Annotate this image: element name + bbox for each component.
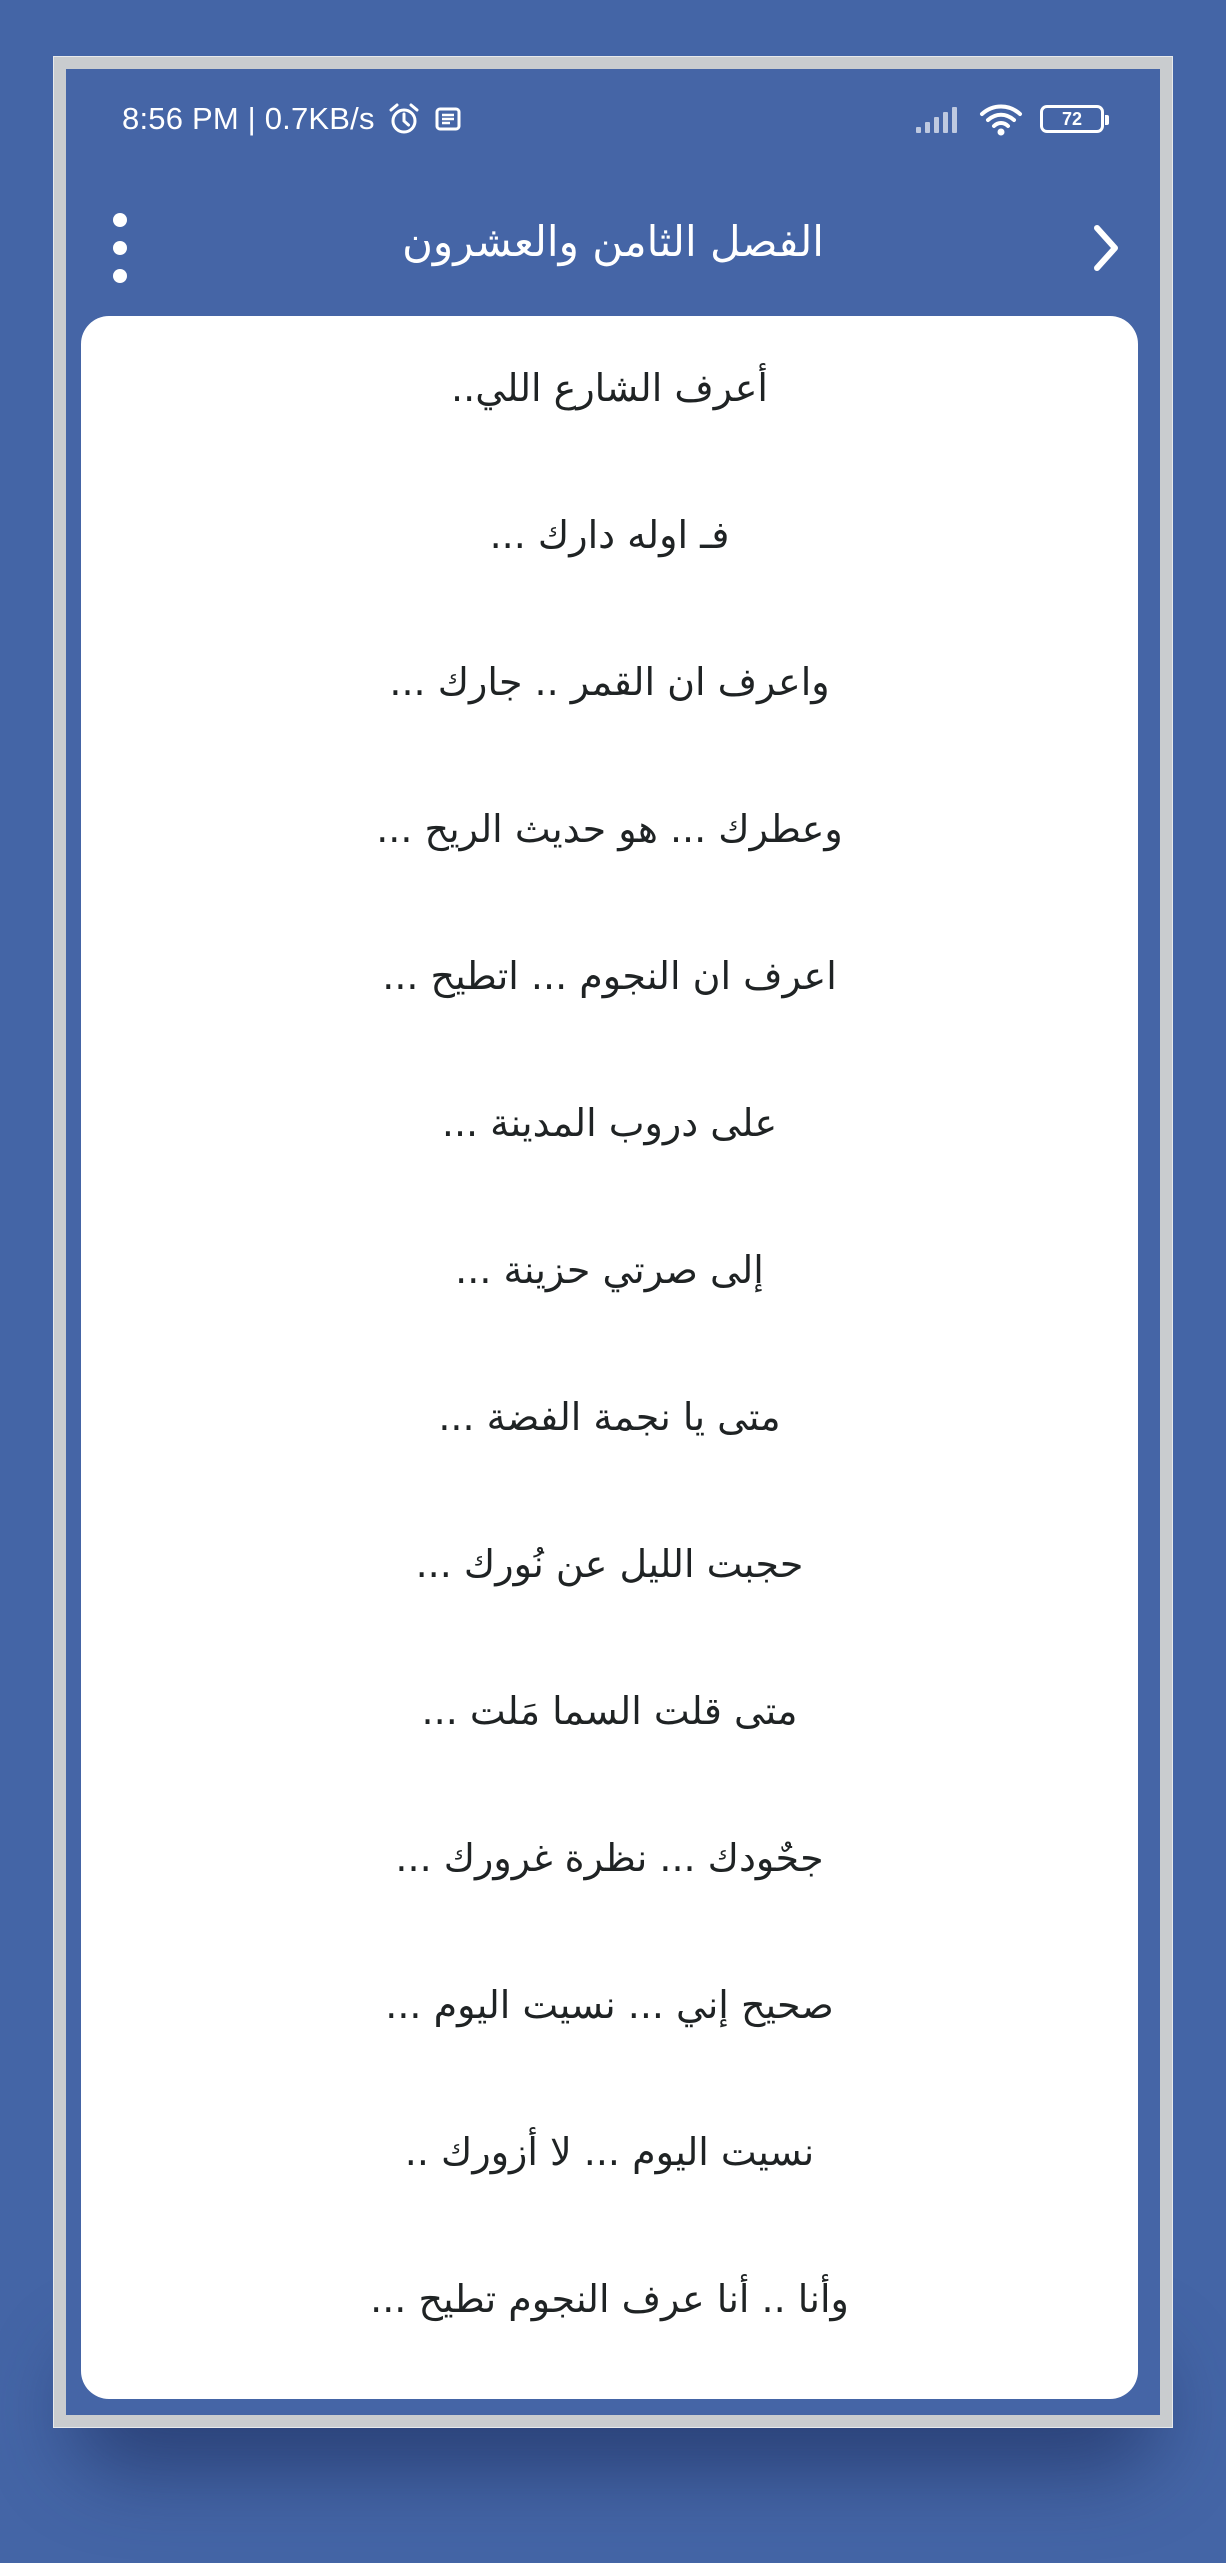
status-left <box>122 101 463 137</box>
app-bar <box>66 189 1160 307</box>
page-title: الفصل الثامن والعشرون <box>402 217 824 266</box>
cellular-signal-icon <box>914 103 962 135</box>
menu-dot-bottom <box>113 269 127 283</box>
poem-line: واعرف ان القمر .. جارك ... <box>389 660 830 704</box>
alarm-clock-icon <box>387 102 421 136</box>
poem-line: أعرف الشارع اللي.. <box>451 366 768 410</box>
status-bar <box>66 69 1160 189</box>
forward-button[interactable] <box>1078 217 1134 279</box>
status-time-speed: 8:56 PM | 0.7KB/s <box>122 101 375 136</box>
poem-line: إلى صرتي حزينة ... <box>455 1248 764 1292</box>
poem-line: جحٌودك ... نظرة غرورك ... <box>395 1836 824 1880</box>
menu-dot-top <box>113 213 127 227</box>
battery-icon <box>1040 105 1104 133</box>
chevron-right-icon <box>1086 222 1126 274</box>
poem-line: اعرف ان النجوم ... اتطيح ... <box>382 954 837 998</box>
status-right <box>914 101 1104 137</box>
poem-line: متى قلت السما مَلت ... <box>421 1689 798 1733</box>
poem-line: حجبت الليل عن نُورك ... <box>415 1542 804 1586</box>
poem-line: صحيح إني ... نسيت اليوم ... <box>385 1983 834 2027</box>
poem-line: نسيت اليوم ... لا أزورك .. <box>404 2130 815 2174</box>
menu-dot-middle <box>113 241 127 255</box>
battery-level: 72 <box>1061 109 1083 129</box>
notification-icon <box>433 104 463 134</box>
poem-line: وأنا .. أنا عرف النجوم تطيح ... <box>370 2277 849 2321</box>
wifi-icon <box>978 101 1024 137</box>
poem-card <box>81 316 1138 2399</box>
poem-line: على دروب المدينة ... <box>441 1101 778 1145</box>
poem-line: متى يا نجمة الفضة ... <box>438 1395 781 1439</box>
phone-screen <box>66 69 1160 2415</box>
device-frame <box>53 56 1173 2428</box>
poem-line: وعطرك ... هو حديث الريح ... <box>376 807 843 851</box>
overflow-menu-button[interactable] <box>102 213 138 283</box>
poem-line: فـ اوله دارك ... <box>489 513 730 557</box>
